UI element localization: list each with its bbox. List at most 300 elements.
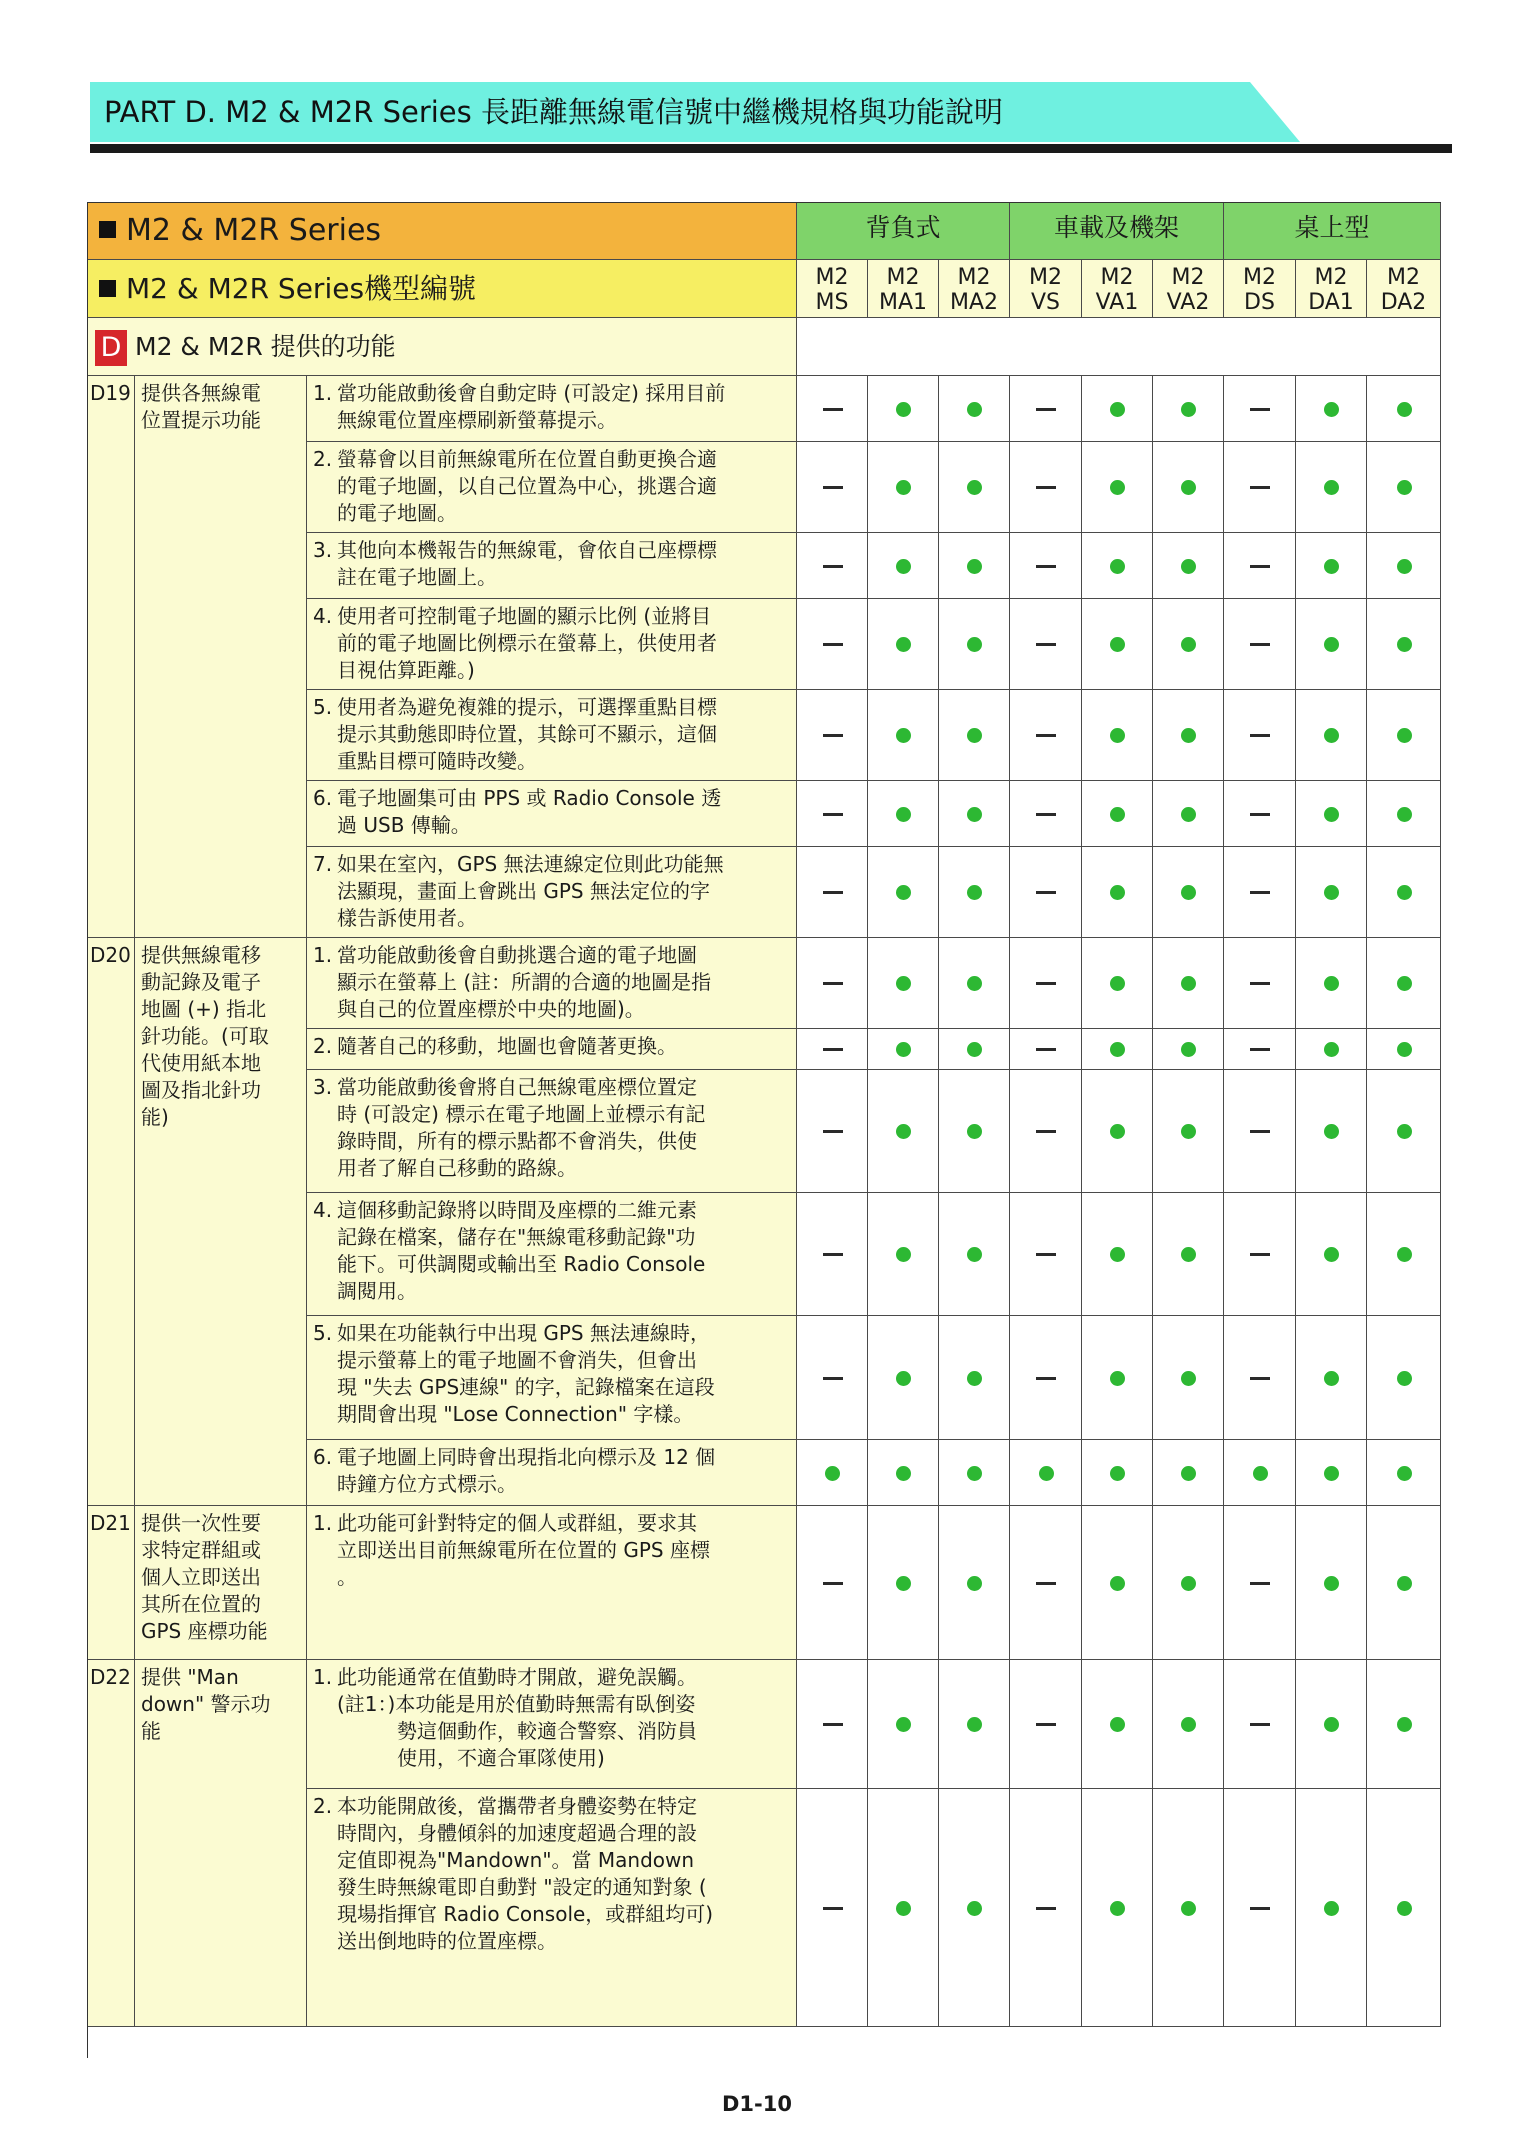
support-cell xyxy=(1367,1660,1441,1789)
feature-item-number: 4. xyxy=(313,1198,333,1222)
support-cell xyxy=(1367,938,1441,1029)
supported-dot-icon xyxy=(1397,1247,1412,1262)
series-title-text: M2 & M2R Series xyxy=(126,213,382,248)
support-cell xyxy=(1010,1440,1082,1506)
support-cell xyxy=(797,442,868,533)
support-cell xyxy=(939,1070,1010,1193)
feature-item xyxy=(307,533,796,591)
supported-dot-icon xyxy=(1181,1717,1196,1732)
supported-dot-icon xyxy=(1181,1576,1196,1591)
supported-dot-icon xyxy=(1110,1124,1125,1139)
support-cell xyxy=(1010,599,1082,690)
support-cell xyxy=(1082,1789,1153,2027)
feature-item xyxy=(307,847,796,932)
supported-dot-icon xyxy=(896,885,911,900)
support-cell xyxy=(1367,1440,1441,1506)
square-bullet-icon xyxy=(99,221,116,238)
support-cell xyxy=(1082,533,1153,599)
feature-item-text: 此功能通常在值勤時才開啟，避免誤觸。 xyxy=(337,1665,697,1689)
supported-dot-icon xyxy=(967,1466,982,1481)
support-cell xyxy=(1367,1316,1441,1440)
support-cell xyxy=(1082,847,1153,938)
feature-item-note: (註1：)本功能是用於值勤時無需有臥倒姿 勢這個動作，較適合警察、消防員 使用，不適合軍隊使用) xyxy=(337,1692,697,1770)
supported-dot-icon xyxy=(967,885,982,900)
supported-dot-icon xyxy=(896,1247,911,1262)
feature-item-cell xyxy=(307,1440,797,1506)
not-supported-dash-icon xyxy=(823,1582,843,1585)
feature-item-text: 當功能啟動後會自動定時 (可設定) 採用目前 無線電位置座標刷新螢幕提示。 xyxy=(337,381,726,432)
feature-item-cell xyxy=(307,1193,797,1316)
support-cell xyxy=(1153,847,1224,938)
support-cell xyxy=(1224,1789,1296,2027)
support-cell xyxy=(1224,442,1296,533)
section-support-blank xyxy=(797,318,1441,376)
supported-dot-icon xyxy=(1397,885,1412,900)
support-cell xyxy=(797,533,868,599)
feature-item-number: 2. xyxy=(313,1794,333,1818)
support-cell xyxy=(1082,1070,1153,1193)
model-code xyxy=(939,260,1009,315)
support-cell xyxy=(797,1316,868,1440)
supported-dot-icon xyxy=(967,1247,982,1262)
feature-item-text: 使用者可控制電子地圖的顯示比例 (並將目 前的電子地圖比例標示在螢幕上，供使用者 目視估算距離。) xyxy=(337,604,717,682)
supported-dot-icon xyxy=(825,1466,840,1481)
support-cell xyxy=(1153,1316,1224,1440)
support-cell xyxy=(939,1193,1010,1316)
support-cell xyxy=(797,938,868,1029)
supported-dot-icon xyxy=(1181,1466,1196,1481)
not-supported-dash-icon xyxy=(823,1907,843,1910)
not-supported-dash-icon xyxy=(823,1253,843,1256)
title-banner xyxy=(90,82,1300,142)
support-cell xyxy=(1367,1789,1441,2027)
support-cell xyxy=(1296,938,1367,1029)
supported-dot-icon xyxy=(1110,1717,1125,1732)
series-title xyxy=(87,202,796,260)
feature-name-cell xyxy=(135,376,307,938)
section-title-cell xyxy=(87,318,797,376)
feature-item-text: 使用者為避免複雜的提示，可選擇重點目標 提示其動態即時位置，其餘可不顯示，這個 重點目標可隨時改變。 xyxy=(337,695,717,773)
support-cell xyxy=(939,1316,1010,1440)
feature-item xyxy=(307,1193,796,1305)
spec-table xyxy=(87,202,1441,2058)
support-cell xyxy=(1296,1029,1367,1070)
feature-name: 提供各無線電 位置提示功能 xyxy=(141,381,261,432)
supported-dot-icon xyxy=(1397,1466,1412,1481)
support-cell xyxy=(1296,1316,1367,1440)
support-cell xyxy=(1153,599,1224,690)
model-code-1 xyxy=(797,260,868,318)
supported-dot-icon xyxy=(1324,1901,1339,1916)
support-cell xyxy=(1082,938,1153,1029)
feature-item-cell xyxy=(307,1506,797,1660)
not-supported-dash-icon xyxy=(1036,1130,1056,1133)
support-cell xyxy=(1082,1316,1153,1440)
model-code-4 xyxy=(1010,260,1082,318)
support-cell xyxy=(1153,690,1224,781)
supported-dot-icon xyxy=(1397,976,1412,991)
not-supported-dash-icon xyxy=(1036,408,1056,411)
support-cell xyxy=(868,1029,939,1070)
supported-dot-icon xyxy=(1181,1247,1196,1262)
support-cell xyxy=(1082,690,1153,781)
model-code-line2: VA2 xyxy=(1166,290,1210,315)
model-code-7 xyxy=(1224,260,1296,318)
supported-dot-icon xyxy=(896,1466,911,1481)
feature-name-cell xyxy=(135,1506,307,1660)
not-supported-dash-icon xyxy=(1036,486,1056,489)
support-cell xyxy=(939,1029,1010,1070)
not-supported-dash-icon xyxy=(1036,1907,1056,1910)
model-group-2 xyxy=(1010,202,1224,260)
feature-id-cell xyxy=(87,938,135,1506)
not-supported-dash-icon xyxy=(1036,565,1056,568)
not-supported-dash-icon xyxy=(1250,1907,1270,1910)
feature-item xyxy=(307,599,796,684)
support-cell xyxy=(797,1660,868,1789)
support-cell xyxy=(1296,690,1367,781)
support-cell xyxy=(797,1440,868,1506)
support-cell xyxy=(1224,690,1296,781)
model-code-line2: DS xyxy=(1244,290,1275,315)
not-supported-dash-icon xyxy=(1250,486,1270,489)
support-cell xyxy=(868,442,939,533)
model-code xyxy=(868,260,938,315)
not-supported-dash-icon xyxy=(1250,408,1270,411)
support-cell xyxy=(1010,1029,1082,1070)
supported-dot-icon xyxy=(1397,1901,1412,1916)
supported-dot-icon xyxy=(967,1371,982,1386)
feature-item-text: 這個移動記錄將以時間及座標的二維元素 記錄在檔案，儲存在"無線電移動記錄"功 能下。可供調閱或輸出至 Radio Console 調閱用。 xyxy=(337,1198,706,1303)
feature-item-number: 3. xyxy=(313,538,333,562)
feature-id-cell xyxy=(87,1506,135,1660)
supported-dot-icon xyxy=(1181,807,1196,822)
supported-dot-icon xyxy=(1324,402,1339,417)
supported-dot-icon xyxy=(1324,728,1339,743)
feature-item-cell xyxy=(307,938,797,1029)
feature-item-text: 當功能啟動後會自動挑選合適的電子地圖 顯示在螢幕上 (註：所謂的合適的地圖是指 與自己的位置座標於中央的地圖)。 xyxy=(337,943,712,1021)
support-cell xyxy=(1082,599,1153,690)
support-cell xyxy=(1296,1506,1367,1660)
feature-item-text: 此功能可針對特定的個人或群組，要求其 立即送出目前無線電所在位置的 GPS 座標 。 xyxy=(337,1511,710,1589)
support-cell xyxy=(1224,1506,1296,1660)
supported-dot-icon xyxy=(1324,1466,1339,1481)
not-supported-dash-icon xyxy=(1036,734,1056,737)
support-cell xyxy=(1082,376,1153,442)
section-title-text: M2 & M2R 提供的功能 xyxy=(135,332,396,361)
feature-item-number: 4. xyxy=(313,604,333,628)
support-cell xyxy=(939,781,1010,847)
feature-item-number: 3. xyxy=(313,1075,333,1099)
support-cell xyxy=(1367,599,1441,690)
supported-dot-icon xyxy=(896,1124,911,1139)
supported-dot-icon xyxy=(896,1042,911,1057)
supported-dot-icon xyxy=(967,402,982,417)
supported-dot-icon xyxy=(1324,1371,1339,1386)
support-cell xyxy=(797,1029,868,1070)
model-code-line2: VS xyxy=(1030,290,1060,315)
model-group-3 xyxy=(1224,202,1441,260)
supported-dot-icon xyxy=(1110,807,1125,822)
support-cell xyxy=(797,847,868,938)
model-group-label: 桌上型 xyxy=(1294,213,1370,242)
feature-item-number: 5. xyxy=(313,695,333,719)
supported-dot-icon xyxy=(1397,728,1412,743)
supported-dot-icon xyxy=(1110,559,1125,574)
supported-dot-icon xyxy=(1110,728,1125,743)
feature-item-number: 1. xyxy=(313,943,333,967)
supported-dot-icon xyxy=(1181,1124,1196,1139)
support-cell xyxy=(868,1660,939,1789)
support-cell xyxy=(868,847,939,938)
supported-dot-icon xyxy=(1397,480,1412,495)
supported-dot-icon xyxy=(896,402,911,417)
support-cell xyxy=(939,1440,1010,1506)
support-cell xyxy=(1010,1316,1082,1440)
supported-dot-icon xyxy=(1324,637,1339,652)
supported-dot-icon xyxy=(1397,1576,1412,1591)
supported-dot-icon xyxy=(967,559,982,574)
supported-dot-icon xyxy=(967,1717,982,1732)
support-cell xyxy=(1010,1070,1082,1193)
support-cell xyxy=(939,690,1010,781)
feature-item xyxy=(307,1440,796,1498)
support-cell xyxy=(797,1070,868,1193)
not-supported-dash-icon xyxy=(823,1048,843,1051)
supported-dot-icon xyxy=(967,1901,982,1916)
support-cell xyxy=(797,376,868,442)
supported-dot-icon xyxy=(1397,1717,1412,1732)
feature-item-text: 如果在室內，GPS 無法連線定位則此功能無 法顯現，畫面上會跳出 GPS 無法定位的字 樣告訴使用者。 xyxy=(337,852,724,930)
supported-dot-icon xyxy=(1181,402,1196,417)
feature-item-text: 如果在功能執行中出現 GPS 無法連線時， 提示螢幕上的電子地圖不會消失，但會出 現 "失去 GPS連線" 的字，記錄檔案在這段 期間會出現 "Lose Connection" 字樣。 xyxy=(337,1321,715,1426)
supported-dot-icon xyxy=(1397,1124,1412,1139)
support-cell xyxy=(939,599,1010,690)
support-cell xyxy=(1367,376,1441,442)
support-cell xyxy=(1082,442,1153,533)
supported-dot-icon xyxy=(896,728,911,743)
feature-item-text: 螢幕會以目前無線電所在位置自動更換合適 的電子地圖，以自己位置為中心，挑選合適 的電子地圖。 xyxy=(337,447,717,525)
not-supported-dash-icon xyxy=(1250,1582,1270,1585)
supported-dot-icon xyxy=(1253,1466,1268,1481)
support-cell xyxy=(1296,442,1367,533)
supported-dot-icon xyxy=(1110,1901,1125,1916)
support-cell xyxy=(1082,1193,1153,1316)
supported-dot-icon xyxy=(967,807,982,822)
supported-dot-icon xyxy=(967,637,982,652)
support-cell xyxy=(868,781,939,847)
support-cell xyxy=(797,690,868,781)
model-code-5 xyxy=(1082,260,1153,318)
support-cell xyxy=(1010,1660,1082,1789)
feature-id-cell xyxy=(87,1660,135,2027)
feature-item-text: 電子地圖集可由 PPS 或 Radio Console 透 過 USB 傳輸。 xyxy=(337,786,722,837)
feature-item-number: 1. xyxy=(313,381,333,405)
support-cell xyxy=(868,938,939,1029)
model-code-line1: M2 xyxy=(1387,265,1420,290)
feature-id: D21 xyxy=(90,1511,131,1535)
model-code-line2: VA1 xyxy=(1095,290,1139,315)
not-supported-dash-icon xyxy=(1036,813,1056,816)
supported-dot-icon xyxy=(1324,1717,1339,1732)
model-code-line2: MA1 xyxy=(878,290,928,315)
support-cell xyxy=(1153,442,1224,533)
support-cell xyxy=(1296,781,1367,847)
support-cell xyxy=(1296,599,1367,690)
not-supported-dash-icon xyxy=(823,408,843,411)
supported-dot-icon xyxy=(1324,885,1339,900)
supported-dot-icon xyxy=(1181,559,1196,574)
supported-dot-icon xyxy=(1397,807,1412,822)
series-model-title-cell xyxy=(87,260,797,318)
support-cell xyxy=(797,781,868,847)
not-supported-dash-icon xyxy=(1036,1048,1056,1051)
supported-dot-icon xyxy=(1110,1466,1125,1481)
square-bullet-icon xyxy=(99,280,116,297)
supported-dot-icon xyxy=(1397,1371,1412,1386)
support-cell xyxy=(1153,1029,1224,1070)
support-cell xyxy=(1296,847,1367,938)
feature-item-text: 當功能啟動後會將自己無線電座標位置定 時 (可設定) 標示在電子地圖上並標示有記 錄時間，所有的標示點都不會消失，供使 用者了解自己移動的路線。 xyxy=(337,1075,706,1180)
feature-item-cell xyxy=(307,1029,797,1070)
feature-item-cell xyxy=(307,690,797,781)
model-code xyxy=(1224,260,1295,315)
not-supported-dash-icon xyxy=(1036,982,1056,985)
model-group-1 xyxy=(797,202,1010,260)
supported-dot-icon xyxy=(1110,1371,1125,1386)
supported-dot-icon xyxy=(1324,1247,1339,1262)
feature-name: 提供一次性要 求特定群組或 個人立即送出 其所在位置的 GPS 座標功能 xyxy=(141,1511,268,1643)
not-supported-dash-icon xyxy=(1250,734,1270,737)
not-supported-dash-icon xyxy=(1036,643,1056,646)
support-cell xyxy=(1224,1070,1296,1193)
feature-item xyxy=(307,938,796,1023)
supported-dot-icon xyxy=(1324,1042,1339,1057)
feature-item xyxy=(307,1506,796,1591)
page-title: PART D. M2 & M2R Series 長距離無線電信號中繼機規格與功能說明 xyxy=(104,95,1003,129)
supported-dot-icon xyxy=(896,1576,911,1591)
not-supported-dash-icon xyxy=(1250,1723,1270,1726)
feature-item-cell xyxy=(307,847,797,938)
not-supported-dash-icon xyxy=(823,1723,843,1726)
feature-item-number: 1. xyxy=(313,1665,333,1689)
support-cell xyxy=(1010,1789,1082,2027)
feature-item xyxy=(307,781,796,839)
support-cell xyxy=(1153,376,1224,442)
support-cell xyxy=(939,376,1010,442)
support-cell xyxy=(1082,1029,1153,1070)
series-title-cell xyxy=(87,202,797,260)
support-cell xyxy=(1010,781,1082,847)
support-cell xyxy=(1010,376,1082,442)
supported-dot-icon xyxy=(896,637,911,652)
not-supported-dash-icon xyxy=(823,734,843,737)
not-supported-dash-icon xyxy=(1250,891,1270,894)
series-model-title-text: M2 & M2R Series機型編號 xyxy=(126,272,477,305)
model-code xyxy=(1367,260,1440,315)
support-cell xyxy=(1367,1193,1441,1316)
model-code-2 xyxy=(868,260,939,318)
feature-item-cell xyxy=(307,1316,797,1440)
supported-dot-icon xyxy=(1324,559,1339,574)
supported-dot-icon xyxy=(1324,1124,1339,1139)
support-cell xyxy=(939,533,1010,599)
supported-dot-icon xyxy=(1110,885,1125,900)
model-code-line1: M2 xyxy=(1314,265,1348,290)
support-cell xyxy=(1296,1193,1367,1316)
support-cell xyxy=(868,1506,939,1660)
support-cell xyxy=(939,847,1010,938)
supported-dot-icon xyxy=(1324,480,1339,495)
supported-dot-icon xyxy=(1110,1247,1125,1262)
not-supported-dash-icon xyxy=(1250,813,1270,816)
section-title xyxy=(87,318,796,376)
support-cell xyxy=(1224,599,1296,690)
supported-dot-icon xyxy=(1181,1371,1196,1386)
model-code xyxy=(1296,260,1366,315)
feature-item-cell xyxy=(307,533,797,599)
support-cell xyxy=(1224,1193,1296,1316)
support-cell xyxy=(1082,1440,1153,1506)
not-supported-dash-icon xyxy=(823,813,843,816)
feature-id: D22 xyxy=(90,1665,131,1689)
supported-dot-icon xyxy=(896,1717,911,1732)
not-supported-dash-icon xyxy=(1250,643,1270,646)
support-cell xyxy=(868,1789,939,2027)
supported-dot-icon xyxy=(1110,976,1125,991)
support-cell xyxy=(1367,1506,1441,1660)
supported-dot-icon xyxy=(1110,402,1125,417)
not-supported-dash-icon xyxy=(1250,1048,1270,1051)
model-code-line1: M2 xyxy=(1029,265,1062,290)
model-code-line1: M2 xyxy=(815,265,849,290)
support-cell xyxy=(868,599,939,690)
support-cell xyxy=(1367,1029,1441,1070)
support-cell xyxy=(1296,1440,1367,1506)
support-cell xyxy=(1224,938,1296,1029)
support-cell xyxy=(797,1193,868,1316)
support-cell xyxy=(1153,1789,1224,2027)
support-cell xyxy=(1224,1660,1296,1789)
support-cell xyxy=(1367,533,1441,599)
support-cell xyxy=(1153,781,1224,847)
model-code-9 xyxy=(1367,260,1441,318)
feature-item-text: 其他向本機報告的無線電，會依自己座標標 註在電子地圖上。 xyxy=(337,538,717,589)
feature-item-cell xyxy=(307,781,797,847)
supported-dot-icon xyxy=(1181,976,1196,991)
support-cell xyxy=(797,599,868,690)
supported-dot-icon xyxy=(896,559,911,574)
support-cell xyxy=(1367,442,1441,533)
support-cell xyxy=(1224,1440,1296,1506)
not-supported-dash-icon xyxy=(823,1130,843,1133)
supported-dot-icon xyxy=(896,807,911,822)
not-supported-dash-icon xyxy=(1250,1130,1270,1133)
support-cell xyxy=(797,1789,868,2027)
feature-item-number: 6. xyxy=(313,1445,333,1469)
support-cell xyxy=(868,1193,939,1316)
support-cell xyxy=(1224,1029,1296,1070)
section-badge: D xyxy=(95,330,127,366)
supported-dot-icon xyxy=(1397,402,1412,417)
support-cell xyxy=(1010,847,1082,938)
supported-dot-icon xyxy=(1110,1042,1125,1057)
feature-item xyxy=(307,1660,796,1772)
model-code-line1: M2 xyxy=(1171,265,1205,290)
title-rule xyxy=(90,144,1452,153)
support-cell xyxy=(1082,1506,1153,1660)
model-code-8 xyxy=(1296,260,1367,318)
